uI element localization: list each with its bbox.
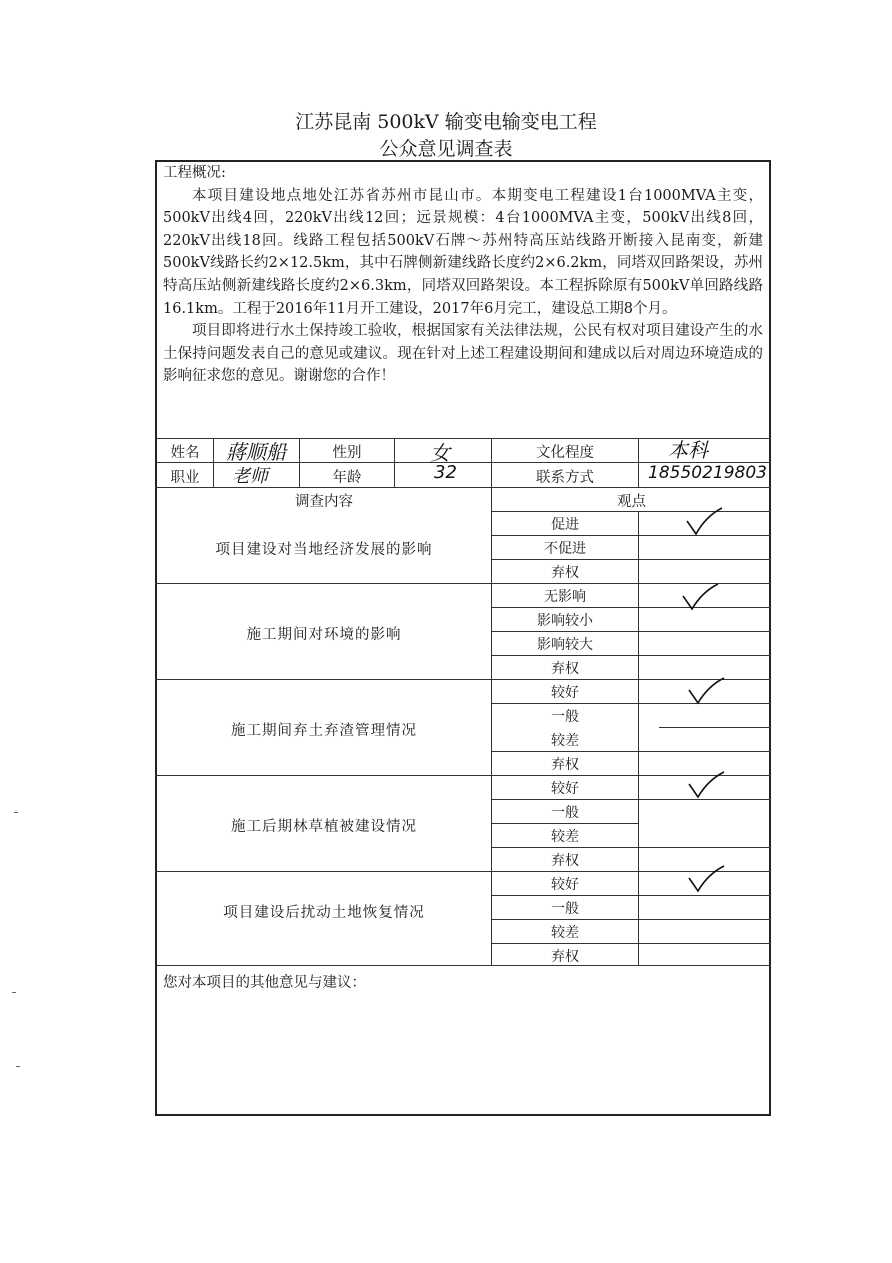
form-subtitle: 公众意见调查表 [379, 138, 513, 160]
question-3: 施工期间弃土弃渣管理情况 [231, 723, 417, 739]
rule-q1 [155, 583, 491, 584]
age-value[interactable]: 32 [434, 462, 457, 483]
rule-opt [491, 535, 771, 536]
rule-opt [659, 727, 771, 728]
vrule [394, 438, 395, 487]
option-label: 较差 [551, 829, 579, 845]
rule-opt [491, 631, 771, 632]
rule-table-bottom [155, 965, 771, 966]
option-label: 弃权 [551, 565, 579, 581]
contact-label: 联系方式 [536, 470, 594, 486]
check-mark-icon[interactable] [686, 676, 726, 706]
question-4: 施工后期林草植被建设情况 [231, 819, 417, 835]
rule-opt [491, 511, 771, 512]
rule-opt [491, 655, 771, 656]
rule-opt [491, 895, 771, 896]
option-label: 较差 [551, 733, 579, 749]
rule-opt [491, 823, 638, 824]
age-label: 年龄 [332, 470, 362, 486]
contact-value[interactable]: 18550219803 [648, 463, 767, 483]
header-content: 调查内容 [295, 494, 353, 510]
other-opinion-area[interactable] [160, 995, 766, 1110]
rule-q2 [155, 679, 491, 680]
overview-paragraph-2: 项目即将进行水土保持竣工验收，根据国家有关法律法规，公民有权对项目建设产生的水土保持问题发表自己的意见或建议。现在针对上述工程建设期间和建成以后对周边环境造成的影响征求您的意见。谢谢您的合作！ [163, 323, 763, 385]
scan-speck [16, 1066, 20, 1067]
option-label: 影响较大 [537, 637, 593, 653]
option-label: 较差 [551, 925, 579, 941]
occupation-label: 职业 [170, 470, 200, 486]
name-label: 姓名 [170, 445, 200, 461]
check-mark-icon[interactable] [686, 770, 726, 800]
rule-opt [491, 799, 771, 800]
vrule [213, 438, 214, 487]
rule-opt [491, 919, 771, 920]
rule-opt [491, 703, 771, 704]
question-2: 施工期间对环境的影响 [246, 627, 402, 643]
option-label: 一般 [551, 709, 579, 725]
option-label: 弃权 [551, 949, 579, 965]
rule-opt [491, 751, 771, 752]
option-label: 促进 [551, 517, 579, 533]
overview-paragraph-1: 本项目建设地点地处江苏省苏州市昆山市。本期变电工程建设1台1000MVA主变，500kV出线4回，220kV出线12回；远景规模：4台1000MVA主变，500kV出线8回，220kV出线18回。线路工程包括500kV石牌～苏州特高压站线路开断接入昆南变，新建500kV线路长约2×12.5km，其中石牌侧新建线路长度约2×6.2km，同塔双回路架设，苏州特高压站侧新建线路长度约2×6.3km，同塔双回路架设。本工程拆除原有500kV单回路线路16.1km。工程于2016年11月开工建设，2017年6月完工，建设总工期8个月。 [163, 187, 763, 317]
name-value[interactable]: 蔣顺船 [226, 440, 286, 464]
option-label: 一般 [551, 805, 579, 821]
option-label: 弃权 [551, 757, 579, 773]
rule-opt [491, 559, 771, 560]
rule-opt [491, 607, 771, 608]
rule-opt [491, 871, 771, 872]
check-mark-icon[interactable] [680, 582, 720, 612]
question-5: 项目建设后扰动土地恢复情况 [223, 905, 425, 921]
option-label: 较好 [551, 685, 579, 701]
rule-opt [491, 775, 771, 776]
gender-value[interactable]: 女 [430, 441, 450, 465]
form-title: 江苏昆南 500kV 输变电输变电工程 [295, 111, 597, 133]
rule-opt [491, 847, 771, 848]
header-opinion: 观点 [617, 494, 646, 510]
option-label: 无影响 [544, 589, 586, 605]
option-label: 较好 [551, 781, 579, 797]
other-opinion-label: 您对本项目的其他意见与建议： [163, 975, 366, 991]
rule-opt [491, 679, 771, 680]
scan-speck [14, 812, 18, 813]
scan-speck [12, 992, 16, 993]
question-1: 项目建设对当地经济发展的影响 [215, 542, 433, 558]
vrule-opinion [638, 511, 639, 965]
rule-q3 [155, 775, 491, 776]
option-label: 弃权 [551, 853, 579, 869]
option-label: 较好 [551, 877, 579, 893]
occupation-value[interactable]: 老师 [232, 466, 268, 487]
gender-label: 性别 [332, 445, 362, 461]
option-label: 弃权 [551, 661, 579, 677]
rule-opt [491, 583, 771, 584]
option-label: 影响较小 [537, 613, 593, 629]
check-mark-icon[interactable] [686, 864, 726, 894]
education-label: 文化程度 [536, 445, 594, 461]
option-label: 不促进 [544, 541, 586, 557]
rule-q4 [155, 871, 491, 872]
rule-opt [491, 943, 771, 944]
option-label: 一般 [551, 901, 579, 917]
vrule [638, 438, 639, 487]
education-value[interactable]: 本科 [668, 438, 708, 462]
project-overview [163, 162, 763, 388]
check-mark-icon[interactable] [684, 506, 724, 536]
overview-heading: 工程概况: [163, 165, 226, 181]
